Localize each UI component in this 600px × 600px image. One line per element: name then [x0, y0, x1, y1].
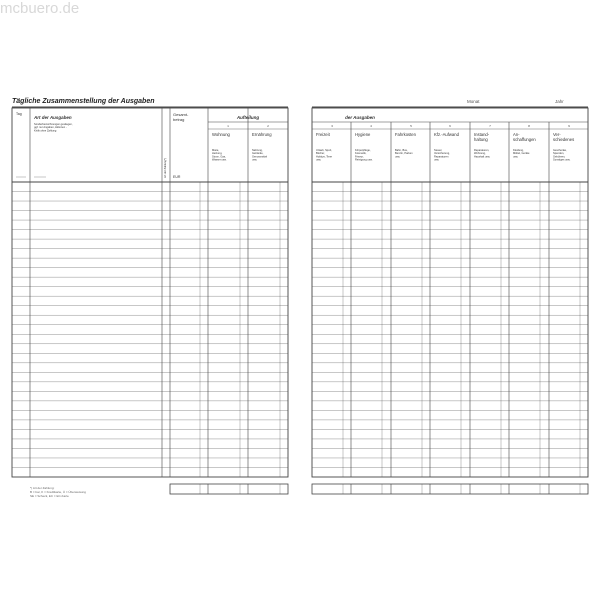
art-note: ggf. nur Angaben, Aktionen -	[34, 126, 67, 130]
category-sub: usw.	[395, 155, 401, 159]
category-number: 9	[568, 124, 570, 128]
category-number: 4	[370, 124, 372, 128]
category-label: Ver-	[553, 132, 561, 137]
category-sub: Reinigung usw.	[355, 158, 373, 162]
category-label: Kfz.-Aufwand	[434, 132, 459, 137]
tag-header: Tag	[16, 112, 22, 116]
category-sub: Heizung,	[212, 152, 223, 156]
category-sub: Steuer,	[434, 149, 443, 152]
year-label: Jahr	[555, 99, 564, 104]
category-sub: Wasser usw.	[212, 158, 227, 162]
category-sub: Haushalt usw.	[474, 155, 491, 159]
category-sub: usw.	[434, 158, 440, 162]
category-sub: Spenden,	[553, 152, 565, 156]
gesamt-header: betrag	[173, 117, 185, 122]
category-sub: Kosmetik,	[355, 152, 367, 156]
category-label: schaffungen	[513, 137, 536, 142]
category-number: 2	[267, 124, 269, 128]
left-table-frame	[12, 108, 288, 477]
category-number: 3	[331, 124, 333, 128]
category-label: Freizeit	[316, 132, 330, 137]
category-sub: Urlaub, Sport,	[316, 149, 333, 152]
category-sub: Versicherung,	[434, 152, 450, 156]
art-header: Art der Ausgaben	[34, 115, 72, 120]
category-sub: usw.	[513, 155, 519, 159]
category-number: 8	[528, 124, 530, 128]
right-totals-row	[312, 484, 588, 494]
left-totals-row	[170, 484, 288, 494]
category-sub: Nahrung,	[252, 149, 263, 152]
category-label: Instand-	[474, 132, 490, 137]
category-sub: Körperpflege,	[355, 149, 371, 152]
aufteilung-header: Aufteilung	[236, 115, 260, 120]
category-sub: Bahn, Bus,	[395, 149, 408, 152]
category-sub: Geschenke,	[553, 149, 567, 152]
month-label: Monat	[467, 99, 480, 104]
category-number: 7	[489, 124, 491, 128]
category-sub: usw.	[252, 158, 258, 162]
watermark: mcbuero.de	[0, 0, 80, 17]
category-sub: Kleidung,	[513, 149, 524, 152]
art-note: Sonderbezeichnungen gestiegen,	[34, 123, 73, 126]
right-table-frame	[312, 108, 588, 477]
category-sub: Getränke,	[252, 152, 264, 156]
category-sub: Hobbys, Tiere	[316, 155, 333, 159]
category-label: Ernährung	[252, 132, 272, 137]
footnote-line: SE = Scheck, EC = EC-Karte	[30, 494, 69, 498]
category-number: 5	[410, 124, 412, 128]
category-sub: Wohnung,	[474, 152, 486, 156]
category-number: 1	[227, 124, 229, 128]
art-note: Kritik ohne Zahlung	[34, 129, 57, 133]
category-sub: Reparaturen,	[474, 149, 490, 152]
footnote-line: B = bar, K = Kreditkarte, Ü = Überweisung	[30, 490, 86, 494]
category-label: schiedenes	[553, 137, 575, 142]
footnote-line: *) Art der Zahlung:	[30, 486, 55, 490]
category-sub: Bücher,	[316, 152, 325, 156]
category-label: An-	[513, 132, 520, 137]
category-sub: Strom, Gas,	[212, 155, 226, 159]
category-label: haltung	[474, 137, 488, 142]
footnote	[30, 486, 86, 498]
category-sub: Reparaturen	[434, 155, 449, 159]
category-sub: Gebühren,	[553, 155, 566, 159]
form-title: Tägliche Zusammenstellung der Ausgaben	[12, 98, 155, 105]
right-heading: der Ausgaben	[345, 115, 375, 120]
art-vertical-label: Art der Zahlung*)	[164, 158, 167, 178]
gesamt-header: Gesamt-	[173, 112, 189, 117]
category-sub: Möbel, Geräte	[513, 152, 530, 156]
category-label: Wohnung	[212, 132, 230, 137]
eur-label: EUR	[173, 175, 181, 179]
category-label: Hygiene	[355, 132, 371, 137]
category-sub: Benzin, Parken	[395, 152, 413, 156]
category-sub: usw.	[316, 158, 322, 162]
category-number: 6	[449, 124, 451, 128]
category-sub: Friseur,	[355, 155, 364, 159]
category-sub: Genussmittel	[252, 155, 268, 159]
category-label: Fahrkosten	[395, 132, 416, 137]
category-sub: Sonstiges usw.	[553, 158, 571, 162]
category-sub: Miete,	[212, 149, 220, 152]
